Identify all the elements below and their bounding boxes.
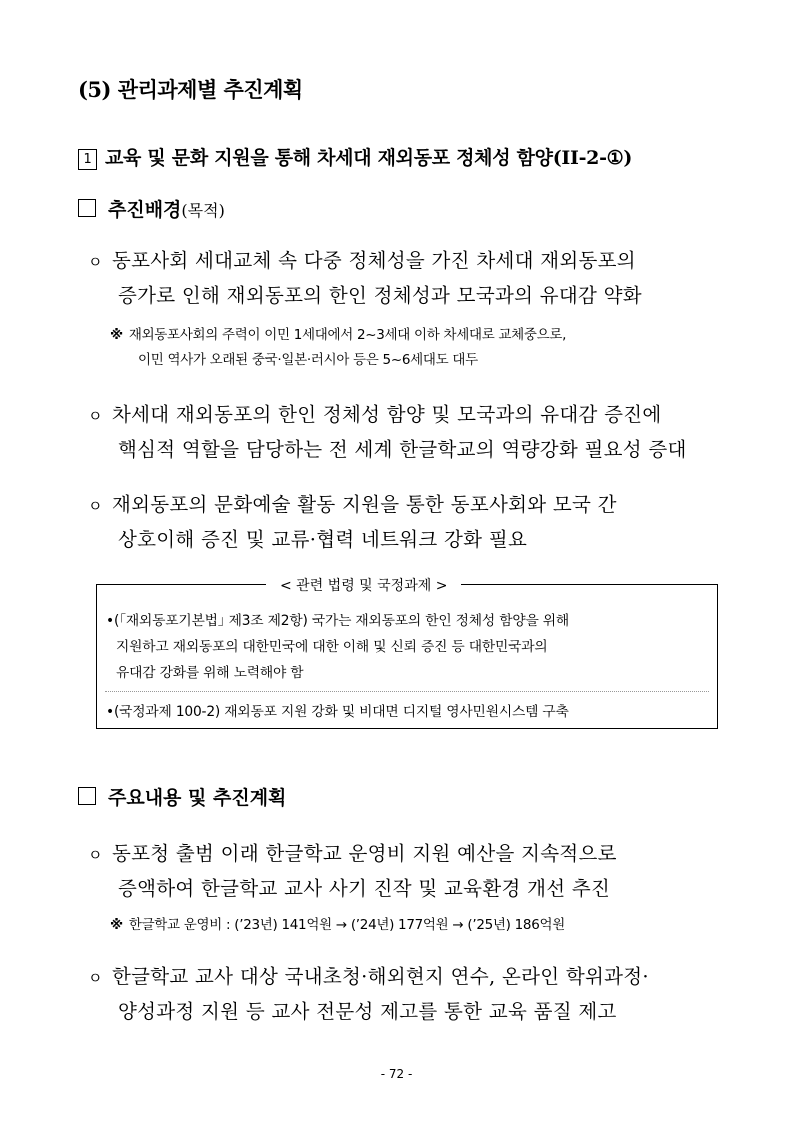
- content-note: [110, 913, 565, 933]
- background-bullet-3: [88, 489, 617, 517]
- bullet-marker: ㅇ: [88, 253, 103, 271]
- background-bullet-1: [88, 245, 636, 273]
- note-marker: ※: [110, 327, 123, 343]
- section-title: (5) 관리과제별 추진계획: [78, 77, 303, 102]
- task-heading: [78, 143, 632, 170]
- bullet-line: 재외동포의 문화예술 활동 지원을 통한 동포사회와 모국 간: [112, 493, 617, 516]
- bullet-marker: ㅇ: [88, 969, 103, 987]
- background-note: [110, 323, 566, 343]
- background-bullet-2: [88, 399, 662, 427]
- bullet-line: 차세대 재외동포의 한인 정체성 함양 및 모국과의 유대감 증진에: [112, 403, 662, 426]
- task-title: 교육 및 문화 지원을 통해 차세대 재외동포 정체성 함양(II-2-①): [105, 147, 633, 169]
- bullet-marker: ㅇ: [88, 497, 103, 515]
- bullet-continuation: 상호이해 증진 및 교류·협력 네트워크 강화 필요: [118, 528, 528, 551]
- content-bullet-2: [88, 961, 649, 989]
- background-subheading: (목적): [181, 201, 225, 220]
- note-marker: ※: [110, 917, 123, 933]
- bullet-continuation: 핵심적 역할을 담당하는 전 세계 한글학교의 역량강화 필요성 증대: [118, 438, 687, 461]
- content-heading-label: 주요내용 및 추진계획: [108, 787, 287, 809]
- checkbox-square-icon: [78, 199, 96, 217]
- content-heading: [78, 783, 286, 810]
- note-continuation: 이민 역사가 오래된 중국·일본·러시아 등은 5~6세대도 대두: [138, 352, 478, 368]
- task-number-box: 1: [78, 149, 97, 170]
- note-line: 한글학교 운영비 : (’23년) 141억원 → (’24년) 177억원 → (’25년) 186억원: [128, 917, 565, 933]
- bullet-continuation: 양성과정 지원 등 교사 전문성 제고를 통한 교육 품질 제고: [118, 1000, 617, 1023]
- legal-item-1-line-3: 유대감 강화를 위해 노력해야 함: [116, 665, 304, 681]
- related-laws-box: [96, 578, 718, 729]
- content-bullet-1: [88, 838, 617, 866]
- legal-item-1-line-1: •(｢재외동포기본법｣ 제3조 제2항) 국가는 재외동포의 한인 정체성 함양을 위해: [106, 613, 570, 629]
- bullet-marker: ㅇ: [88, 846, 103, 864]
- bullet-continuation: 증액하여 한글학교 교사 사기 진작 및 교육환경 개선 추진: [118, 877, 611, 900]
- legal-item-1-line-2: 지원하고 재외동포의 대한민국에 대한 이해 및 신뢰 증진 등 대한민국과의: [116, 639, 548, 655]
- bullet-continuation: 증가로 인해 재외동포의 한인 정체성과 모국과의 유대감 약화: [118, 284, 642, 307]
- checkbox-square-icon: [78, 787, 96, 805]
- divider: [105, 691, 709, 692]
- bullet-marker: ㅇ: [88, 407, 103, 425]
- related-laws-title: < 관련 법령 및 국정과제 >: [266, 575, 461, 595]
- background-heading-label: 추진배경: [108, 199, 182, 221]
- bullet-line: 동포청 출범 이래 한글학교 운영비 지원 예산을 지속적으로: [112, 842, 617, 865]
- bullet-line: 동포사회 세대교체 속 다중 정체성을 가진 차세대 재외동포의: [112, 249, 636, 272]
- page-number: - 72 -: [380, 1067, 413, 1081]
- note-line: 재외동포사회의 주력이 이민 1세대에서 2~3세대 이하 차세대로 교체중으로,: [128, 327, 567, 343]
- bullet-line: 한글학교 교사 대상 국내초청·해외현지 연수, 온라인 학위과정·: [112, 965, 649, 988]
- legal-item-2: •(국정과제 100-2) 재외동포 지원 강화 및 비대면 디지털 영사민원시스템 구축: [106, 704, 569, 720]
- background-heading: [78, 195, 225, 222]
